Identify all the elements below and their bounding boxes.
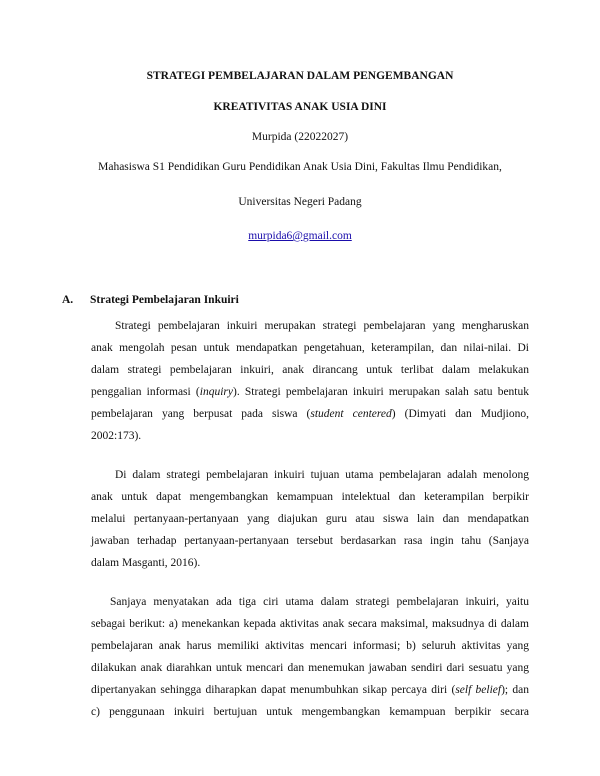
author-email-link[interactable]: murpida6@gmail.com: [248, 230, 352, 242]
p3-l5-italic-term: self belief: [455, 684, 502, 696]
author-affiliation-line-2: Universitas Negeri Padang: [238, 196, 362, 208]
p1-l4-italic-term: inquiry: [199, 386, 233, 398]
paragraph-3-line-6: c) penggunaan inkuiri bertujuan untuk mengembangkan kemampuan berpikir secara: [91, 706, 529, 718]
paragraph-1-line-1: Strategi pembelajaran inkuiri merupakan strategi pembelajaran yang mengharuskan: [115, 320, 529, 332]
section-title: Strategi Pembelajaran Inkuiri: [90, 294, 239, 306]
paragraph-2-line-5: dalam Masganti, 2016).: [91, 557, 201, 569]
p1-l4-text-c: ). Strategi pembelajaran inkuiri merupakan salah satu bentuk: [233, 386, 530, 398]
paragraph-1-line-2: anak mengolah pesan untuk mendapatkan pengetahuan, keterampilan, dan nilai-nilai. Di: [91, 342, 529, 354]
p3-l5-text-c: ); dan: [501, 684, 529, 696]
p1-l5-text-a: pembelajaran yang berpusat pada siswa (: [91, 408, 311, 420]
paper-title-line-2: KREATIVITAS ANAK USIA DINI: [213, 101, 387, 113]
p3-l5-text-a: dipertanyakan sehingga diharapkan dapat menumbuhkan sikap percaya diri (: [91, 684, 456, 696]
paragraph-1-line-6: 2002:173).: [91, 430, 142, 442]
author-email-row: [0, 230, 600, 242]
author-name: Murpida (22022027): [251, 131, 349, 143]
section-heading: [62, 294, 239, 306]
p1-l5-text-c: ) (Dimyati dan Mudjiono,: [391, 408, 529, 420]
paragraph-1-line-4: [91, 385, 529, 399]
paragraph-3-line-3: pembelajaran anak harus memiliki aktivitas mencari informasi; b) seluruh aktivitas yang: [91, 640, 529, 652]
paragraph-3-line-2: sebagai berikut: a) menekankan kepada aktivitas anak secara maksimal, maksudnya di dalam: [91, 618, 529, 630]
paragraph-2-line-3: melalui pertanyaan-pertanyaan yang diajukan guru atau siswa lain dan mendapatkan: [91, 513, 529, 525]
paragraph-2-line-2: anak untuk dapat mengembangkan kemampuan intelektual dan keterampilan berpikir: [91, 491, 529, 503]
p1-l4-text-a: penggalian informasi (: [91, 386, 200, 398]
paragraph-2-line-1: Di dalam strategi pembelajaran inkuiri tujuan utama pembelajaran adalah menolong: [115, 469, 529, 481]
section-number: A.: [62, 294, 74, 306]
paragraph-2-line-4: jawaban terhadap pertanyaan-pertanyaan tersebut berdasarkan rasa ingin tahu (Sanjaya: [91, 535, 529, 547]
paragraph-3-line-4: dilakukan anak diarahkan untuk mencari dan menemukan jawaban sendiri dari sesuatu yang: [91, 662, 529, 674]
paragraph-3-line-5: [91, 683, 529, 697]
author-affiliation-line-1: Mahasiswa S1 Pendidikan Guru Pendidikan Anak Usia Dini, Fakultas Ilmu Pendidikan,: [98, 161, 502, 173]
paragraph-1-line-3: dalam strategi pembelajaran inkuiri, anak dirancang untuk terlibat dalam melakukan: [91, 364, 529, 376]
paragraph-3-line-1: Sanjaya menyatakan ada tiga ciri utama dalam strategi pembelajaran inkuiri, yaitu: [110, 596, 529, 608]
paragraph-1-line-5: [91, 407, 529, 421]
paper-title-line-1: STRATEGI PEMBELAJARAN DALAM PENGEMBANGAN: [146, 70, 454, 82]
p1-l5-italic-term: student centered: [310, 408, 392, 420]
